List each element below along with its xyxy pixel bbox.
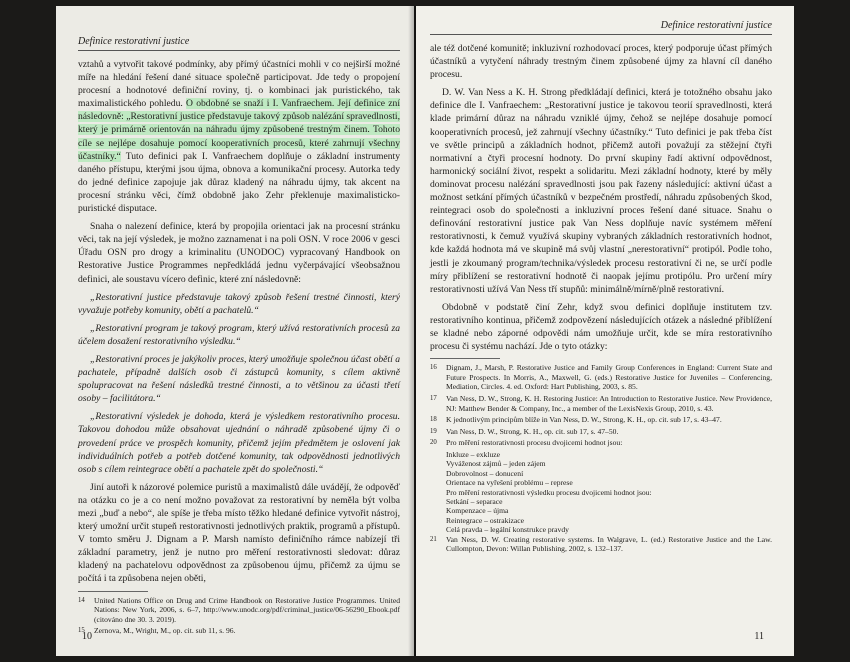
left-page (56, 6, 414, 656)
footnote: 14 United Nations Office on Drug and Crime Handbook on Restorative Justice Programmes. United Nations: New York, 2006, s. 6–7, http://www.unodc.org/pdf/criminal_justice/06-56290_Ebook.pdf (citováno dne 30. 3. 2019). (78, 595, 400, 624)
footnote-divider (430, 358, 500, 359)
footnote-divider (78, 591, 148, 592)
body-paragraph: ale též dotčené komunitě; inkluzivní rozhodovací proces, který podporuje účast přímých účastníků a vytyčení náhrady trestným činem způsobené újmy za hlavní cíl daného procesu. (430, 43, 772, 81)
list-item: Inkluze – exkluze (446, 449, 500, 459)
list-item: Kompenzace – újma (446, 506, 509, 516)
quote-paragraph: „Restorativní proces je jakýkoliv proces, který umožňuje společnou účast obětí a pachatele, případně dalších osob či zástupců komunity, s cílem aktivně spolupracovat na řešení následků trestné činnosti, a to většinou za účasti třetí osoby – facilitátora.“ (78, 353, 400, 405)
footnote: 18 K jednotlivým principům blíže in Van Ness, D. W., Strong, K. H., op. cit. sub 17, s. 43–47. (430, 415, 722, 425)
footnote: 20 Pro měření restorativnosti procesu dvojicemi hodnot jsou: (430, 438, 623, 448)
footnote: 19 Van Ness, D. W., Strong, K. H., op. cit. sub 17, s. 47–50. (430, 426, 619, 436)
running-header: Definice restorativní justice (78, 36, 400, 51)
highlighted-text: O obdobné se snaží i I. Vanfraechem. Její definice zní následovně: „Restorativní justice představuje takový způsob nalézání spravedlnosti, který je primárně orientován na náhradu újmy způsobené trestným činem. Tohoto cíle se nejlépe dosahuje pomocí kooperativních procesů, které zahrnují všechny účastníky.“ (78, 98, 401, 162)
body-paragraph: Jiní autoři k názorové polemice puristů a maximalistů dále uvádějí, že odpověď na otázku co je a co není možno považovat za restorativní by neměla být volba mezi „buď a nebo“, ale spíše je třeba místo těžko hledané definice vytvořit nástroj, který umožní určit stupeň restorativnosti jednotlivých praktik, programů a přístupů. V tomto směru J. Dignam a P. Marsh namísto definičního rámce nabízejí tři základní parametry, jenž je nutno pro měření restorativnosti sledovat: důraz kladený na pachatelovu odpovědnost za způsobenou újmu, přičemž za újmu se počítá i ta způsobena nejen oběti, (78, 481, 400, 585)
quote-paragraph: „Restorativní program je takový program, který užívá restorativních procesů za účelem dosažení restorativního výsledku.“ (78, 322, 400, 347)
list-item: Setkání – separace (446, 496, 503, 506)
list-item: Celá pravda – legální konstrukce pravdy (446, 525, 569, 535)
list-item: Pro měření restorativnosti výsledku procesu dvojicemi hodnot jsou: (446, 487, 652, 497)
body-paragraph: vztahů a vytvořit takové podmínky, aby přímý účastníci mohli v co nejširší možné míře na hledání řešení dané situace společně participovat. Jde tedy o propojení procesní a hodnotové definiční roviny, tj. o kombinaci jak puristického, tak maximalistického pohledu. O obdobné se snaží i I. Vanfraechem. Její definice zní následovně: „Restorativní justice představuje takový způsob nalézání spravedlnosti, který je primárně orientován na náhradu újmy způsobené trestným činem. Tohoto cíle se nejlépe dosahuje pomocí kooperativních procesů, které zahrnují všechny účastníky.“ Tuto definici pak I. Vanfraechem doplňuje o základní instrumenty daného přístupu, kterými jsou újma, obnova a komunikační procesy. Autorka tedy do jedné definice zapojuje jak důraz kladený na náhradu újmy, tak akcent na procesní stránku věci, čímž obdobně jako Zehr překlenuje maximalisticko-puristické disputace. (78, 59, 401, 215)
footnote: 15 Zernova, M., Wright, M., op. cit. sub 11, s. 96. (78, 626, 236, 636)
body-paragraph: Snaha o nalezení definice, která by propojila orientaci jak na procesní stránku věci, tak na její výsledek, je možno zaznamenat i na poli OSN. V roce 2006 v gesci Úřadu OSN pro drogy a kriminalitu (UNODOC) vypracovaný Handbook on Restorative Justice Programmes nepředkládá jednu vyčerpávající všeobsažnou definici, ale soustavu vícero definic, které zní následovně: (78, 221, 400, 285)
quote-paragraph: „Restorativní justice představuje takový způsob řešení trestné činnosti, který vyvažuje potřeby komunity, obětí a pachatelů.“ (78, 291, 400, 316)
page-number: 10 (82, 631, 92, 642)
body-paragraph: D. W. Van Ness a K. H. Strong předkládají definici, která je totožného obsahu jako definice dle I. Vanfraechem: „Restorativní justice je takovou teorií spravedlnosti, která klade primární důraz na náhradu vzniklé újmy, čehož se nejlépe dosahuje pomocí kooperativních procesů, jež zahrnují všechny účastníky.“ Tuto definici je pak třeba číst ve světle principů a základních hodnot, přičemž autoři považují za stěžejní čtyři normativní a čtyři procesní hodnoty. Do první skupiny řadí aktivní odpovědnost, harmonický sociální život, respekt a solidaritu. Mezi základní hodnoty, které by měly dominovat procesu nalézání spravedlnosti jsou pak řazeny následující: aktivní účast a možnost setkání přímých účastníků v bezpečném prostředí, náhradu způsobených škod, reintegraci osob do společnosti a inkluzivní proces řešení dané situace. Snahu o definování restorativní justice pak Van Ness doplňuje navíc systémem měření restorativnosti, k čemuž využívá skupiny vybraných základních restorativních hodnot, kde každá hodnota má ve skupině má svůj vlastní „nerestorativní“ protipól. Podle toho, jestli je zkoumaný program/technika/výsledek procesu restorativní či ne, se určí podle míry přiblížení se restorativní hodnotě či naopak jejímu protipólu. Pro určení míry restorativnosti užívá Van Ness tří stupňů: minimálně/mírně/plně restorativní. (430, 87, 772, 295)
list-item: Orientace na vyřešení problému – represe (446, 478, 573, 488)
running-header: Definice restorativní justice (430, 20, 772, 35)
footnote: 17 Van Ness, D. W., Strong, K. H. Restoring Justice: An Introduction to Restorative Justice. New Providence, NJ: Matthew Bender & Company, Inc., a member of the LexisNexis Group, 2010, s. 43. (430, 393, 772, 413)
list-item: Vyváženost zájmů – jeden zájem (446, 459, 546, 469)
body-paragraph: Obdobně v podstatě činí Zehr, když svou definici doplňuje institutem tzv. restorativního kontinua, přičemž zodpovězení následujících otázek a následné přiblížení se kladné nebo záporné odpovědi nám umožňuje určit, kde se míra restorativního procesu či systému nachází. Jde o tyto otázky: (430, 301, 772, 353)
footnote: 21 Van Ness, D. W. Creating restorative systems. In Walgrave, L. (ed.) Restorative Justice and the Law. Cullompton, Devon: Willan Publishing, 2002, s. 132–137. (430, 534, 772, 554)
page-number: 11 (754, 631, 764, 642)
footnote: 16 Dignam, J., Marsh, P. Restorative Justice and Family Group Conferences in England: Current State and Future Prospects. In Morris, A., Maxwell, G. (eds.) Restorative Justice for Juveniles – Conferencing, Mediation, Circles. 4. ed. Oxford: Hart Publishing, 2003, s. 85. (430, 363, 772, 392)
quote-paragraph: „Restorativní výsledek je dohoda, která je výsledkem restorativního procesu. Takovou dohodou může obsahovat ujednání o náhradě způsobené újmy či o provedení práce ve prospěch komunity, přičemž jejím předmětem je oslovení jak individuálních potřeb a potřeb dotčené komunity, tak odpovědnosti jednotlivých osob s cílem reintegrace obětí a pachatele zpět do společnosti.“ (78, 411, 400, 475)
list-item: Reintegrace – ostrakizace (446, 515, 525, 525)
list-item: Dobrovolnost – donucení (446, 468, 524, 478)
right-page (416, 6, 794, 656)
